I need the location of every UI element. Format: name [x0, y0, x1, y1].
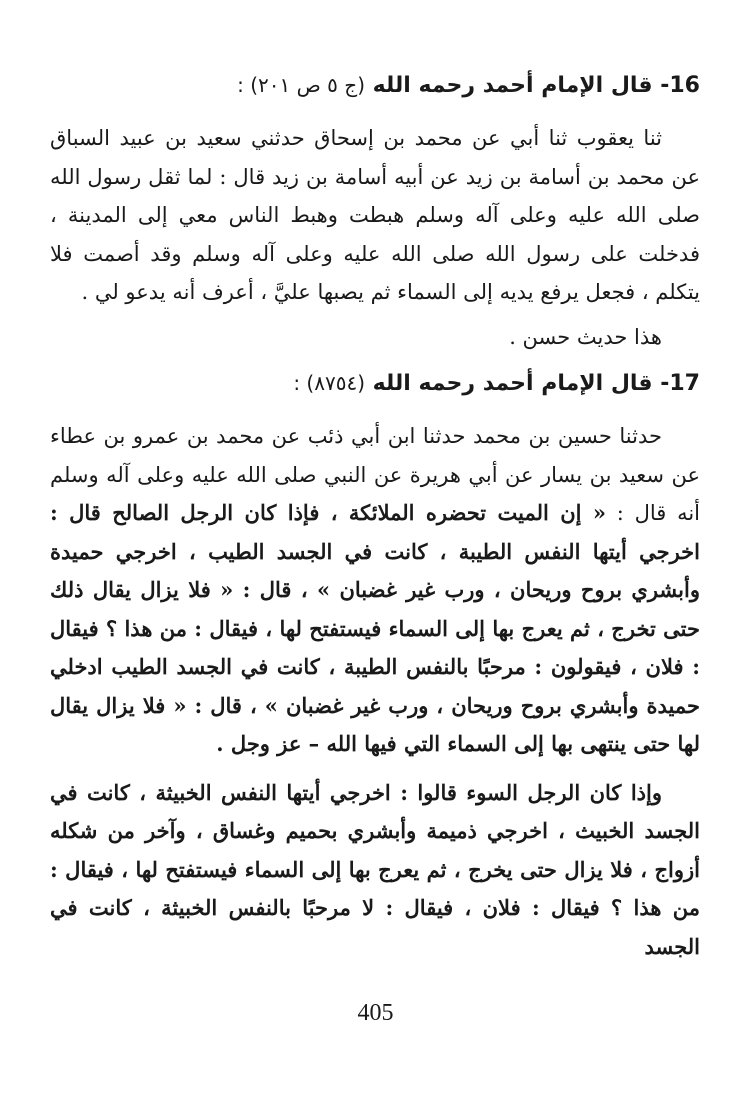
hadith-16-reference: (ج ٥ ص ٢٠١) :	[237, 73, 365, 97]
page-body	[50, 62, 700, 966]
hadith-17-reference: (٨٧٥٤) :	[293, 371, 365, 395]
page-number: 405	[357, 1000, 394, 1026]
hadith-16-title: 16- قال الإمام أحمد رحمه الله	[372, 73, 700, 98]
hadith-16-grade: هذا حديث حسن .	[509, 324, 662, 349]
hadith-17-matn: « إن الميت تحضره الملائكة ، فإذا كان الرجل الصالح قال : اخرجي أيتها النفس الطيبة ، كانت في الجسد الطيب ، اخرجي حميدة وأبشري بروح وريحان ، ورب غير غضبان » ، قال : « فلا يزال يقال ذلك حتى تخرج ، ثم يعرج بها إلى السماء فيستفتح لها ، فيقال : من هذا ؟ فيقال : فلان ، فيقولون : مرحبًا بالنفس الطيبة ، كانت في الجسد الطيب ادخلي حميدة وأبشري بروح وريحان ، ورب غير غضبان » ، قال : « فلا يزال يقال لها حتى ينتهى بها إلى السماء التي فيها الله – عز وجل .	[50, 500, 700, 756]
hadith-17-isnad: حدثنا حسين بن محمد حدثنا ابن أبي ذئب عن محمد بن عمرو بن عطاء عن سعيد بن يسار عن أبي هريرة عن النبي صلى الله عليه وعلى آله وسلم أنه قال :	[50, 424, 701, 525]
hadith-17-heading	[50, 360, 700, 407]
hadith-16-text: ثنا يعقوب ثنا أبي عن محمد بن إسحاق حدثني سعيد بن عبيد السباق عن محمد بن أسامة بن زيد عن أبيه أسامة بن زيد قال : لما ثقل رسول الله صلى الله عليه وعلى آله وسلم هبطت وهبط الناس معي إلى المدينة ، فدخلت على رسول الله صلى الله عليه وعلى آله وسلم وقد أصمت فلا يتكلم ، فجعل يرفع يديه إلى السماء ثم يصبها عليَّ ، أعرف أنه يدعو لي .	[50, 126, 700, 304]
hadith-17-text	[50, 417, 700, 764]
hadith-17-title: 17- قال الإمام أحمد رحمه الله	[372, 371, 700, 396]
hadith-17-continuation: وإذا كان الرجل السوء قالوا : اخرجي أيتها النفس الخبيثة ، كانت في الجسد الخبيث ، اخرجي ذميمة وأبشري بحميم وغساق ، وآخر من شكله أزواج ، فلا يزال حتى يخرج ، ثم يعرج بها إلى السماء فيستفتح لها ، فيقال : من هذا ؟ فيقال : فلان ، فيقال : لا مرحبًا بالنفس الخبيثة ، كانت في الجسد	[50, 779, 700, 959]
hadith-16-heading	[50, 62, 700, 109]
